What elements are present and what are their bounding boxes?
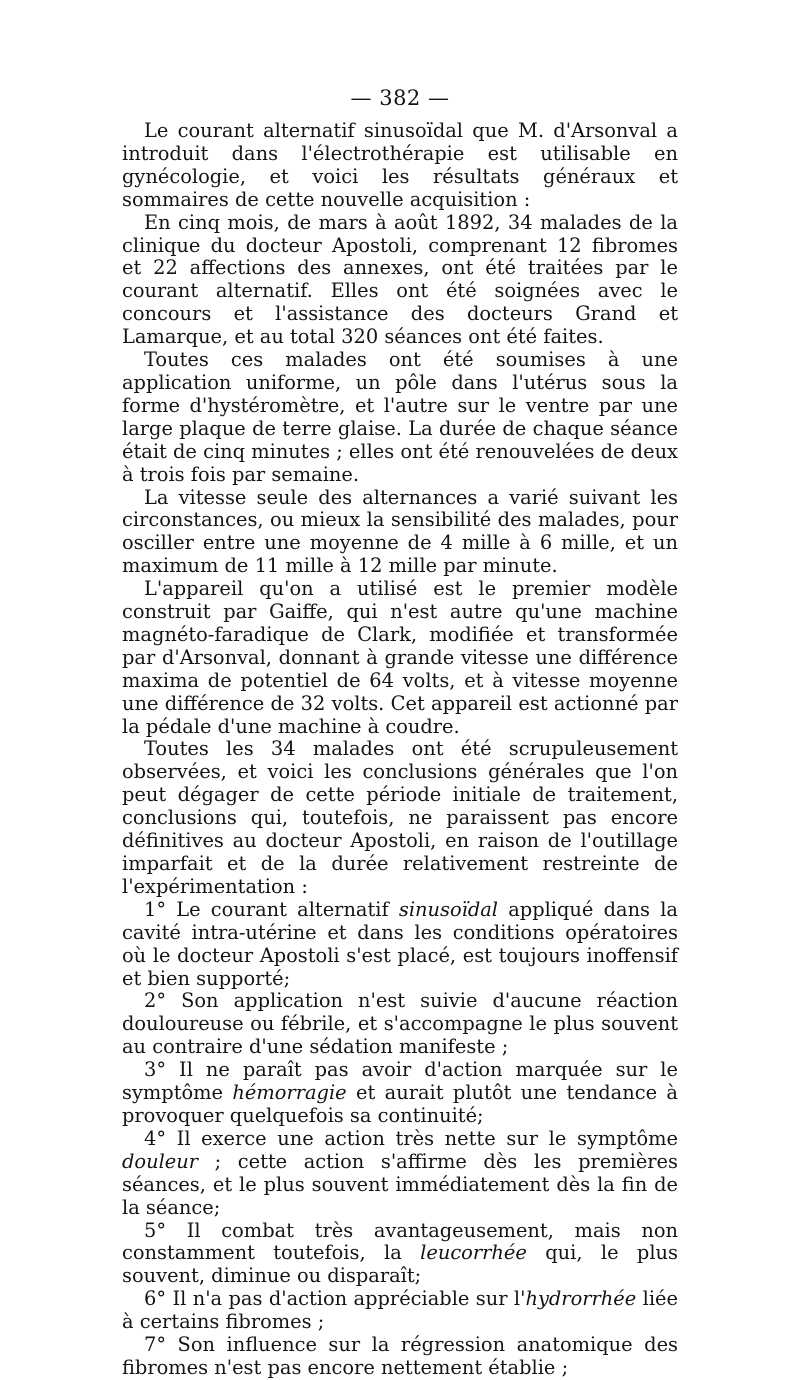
- paragraph-observations: Toutes les 34 malades ont été scrupuleusement observées, et voici les conclusions générales que l'on peut dégager de cette période initiale de traitement, conclusions qui, toutefois, ne paraissent pas encore définitives au docteur Apostoli, en raison de l'outillage imparfait et de la durée relativement restreinte de l'expérimentation :: [122, 737, 678, 898]
- paragraph-speed: La vitesse seule des alternances a varié suivant les circonstances, ou mieux la sensibilité des malades, pour osciller entre une moyenne de 4 mille à 6 mille, et un maximum de 11 mille à 12 mille par minute.: [122, 485, 678, 578]
- conclusion-5: [122, 1220, 678, 1289]
- paragraph-apparatus: L'appareil qu'on a utilisé est le premier modèle construit par Gaiffe, qui n'est autre qu'une machine magnéto-faradique de Clark, modifiée et transformée par d'Arsonval, donnant à grande vitesse une différence maxima de potentiel de 64 volts, et à vitesse moyenne une différence de 32 volts. Cet appareil est actionné par la pédale d'une machine à coudre.: [122, 577, 678, 738]
- conclusion-3-part-2: et aurait plutôt une tendance à provoquer quelquefois sa continuité;: [122, 1081, 678, 1127]
- conclusion-5-part-1: 5° Il combat très avantageusement, mais non constamment toutefois, la: [122, 1218, 678, 1265]
- conclusion-1-part-2: appliqué dans la cavité intra-utérine et dans les conditions opératoires où le docteur Apostoli s'est placé, est toujours inoffensif et bien supporté;: [122, 897, 678, 990]
- conclusion-3-part-1: 3° Il ne paraît pas avoir d'action marquée sur le symptôme: [122, 1058, 678, 1105]
- conclusion-6-term: hydrorrhée: [525, 1287, 637, 1311]
- conclusion-6-part-1: 6° Il n'a pas d'action appréciable sur l': [144, 1287, 526, 1311]
- paragraph-intro: Le courant alternatif sinusoïdal que M. d'Arsonval a introduit dans l'électrothérapie est utilisable en gynécologie, et voici les résultats généraux et sommaires de cette nouvelle acquisition :: [122, 119, 678, 211]
- conclusion-6-part-2: liée à certains fibromes ;: [122, 1287, 678, 1334]
- conclusion-4: [122, 1128, 678, 1220]
- conclusion-1: [122, 899, 678, 991]
- conclusion-5-part-2: qui, le plus souvent, diminue ou disparaît;: [122, 1241, 678, 1288]
- conclusion-4-part-2: ; cette action s'affirme dès les premières séances, et le plus souvent immédiatement dès la fin de la séance;: [122, 1149, 678, 1219]
- body-text: [122, 120, 678, 1380]
- conclusion-7: 7° Son influence sur la régression anatomique des fibromes n'est pas encore nettement établie ;: [122, 1333, 678, 1379]
- conclusion-3-term: hémorragie: [232, 1081, 347, 1105]
- conclusion-1-part-1: 1° Le courant alternatif: [144, 897, 399, 921]
- paragraph-cases: En cinq mois, de mars à août 1892, 34 malades de la clinique du docteur Apostoli, comprenant 12 fibromes et 22 affections des annexes, ont été traitées par le courant alternatif. Elles ont été soignées avec le concours et l'assistance des docteurs Grand et Lamarque, et au total 320 séances ont été faites.: [122, 210, 678, 349]
- conclusion-6: [122, 1288, 678, 1334]
- conclusion-4-part-1: 4° Il exerce une action très nette sur le symptôme: [144, 1126, 678, 1150]
- conclusion-4-term: douleur: [122, 1149, 199, 1173]
- conclusion-2: 2° Son application n'est suivie d'aucune réaction douloureuse ou fébrile, et s'accompagne le plus souvent au contraire d'une sédation manifeste ;: [122, 989, 678, 1059]
- conclusion-5-term: leucorrhée: [420, 1241, 527, 1265]
- page-number: — 382 —: [350, 86, 450, 110]
- paragraph-application: Toutes ces malades ont été soumises à une application uniforme, un pôle dans l'utérus sous la forme d'hystéromètre, et l'autre sur le ventre par une large plaque de terre glaise. La durée de chaque séance était de cinq minutes ; elles ont été renouvelées de deux à trois fois par semaine.: [122, 348, 678, 486]
- conclusion-3: [122, 1059, 678, 1128]
- conclusion-1-term: sinusoïdal: [398, 897, 499, 921]
